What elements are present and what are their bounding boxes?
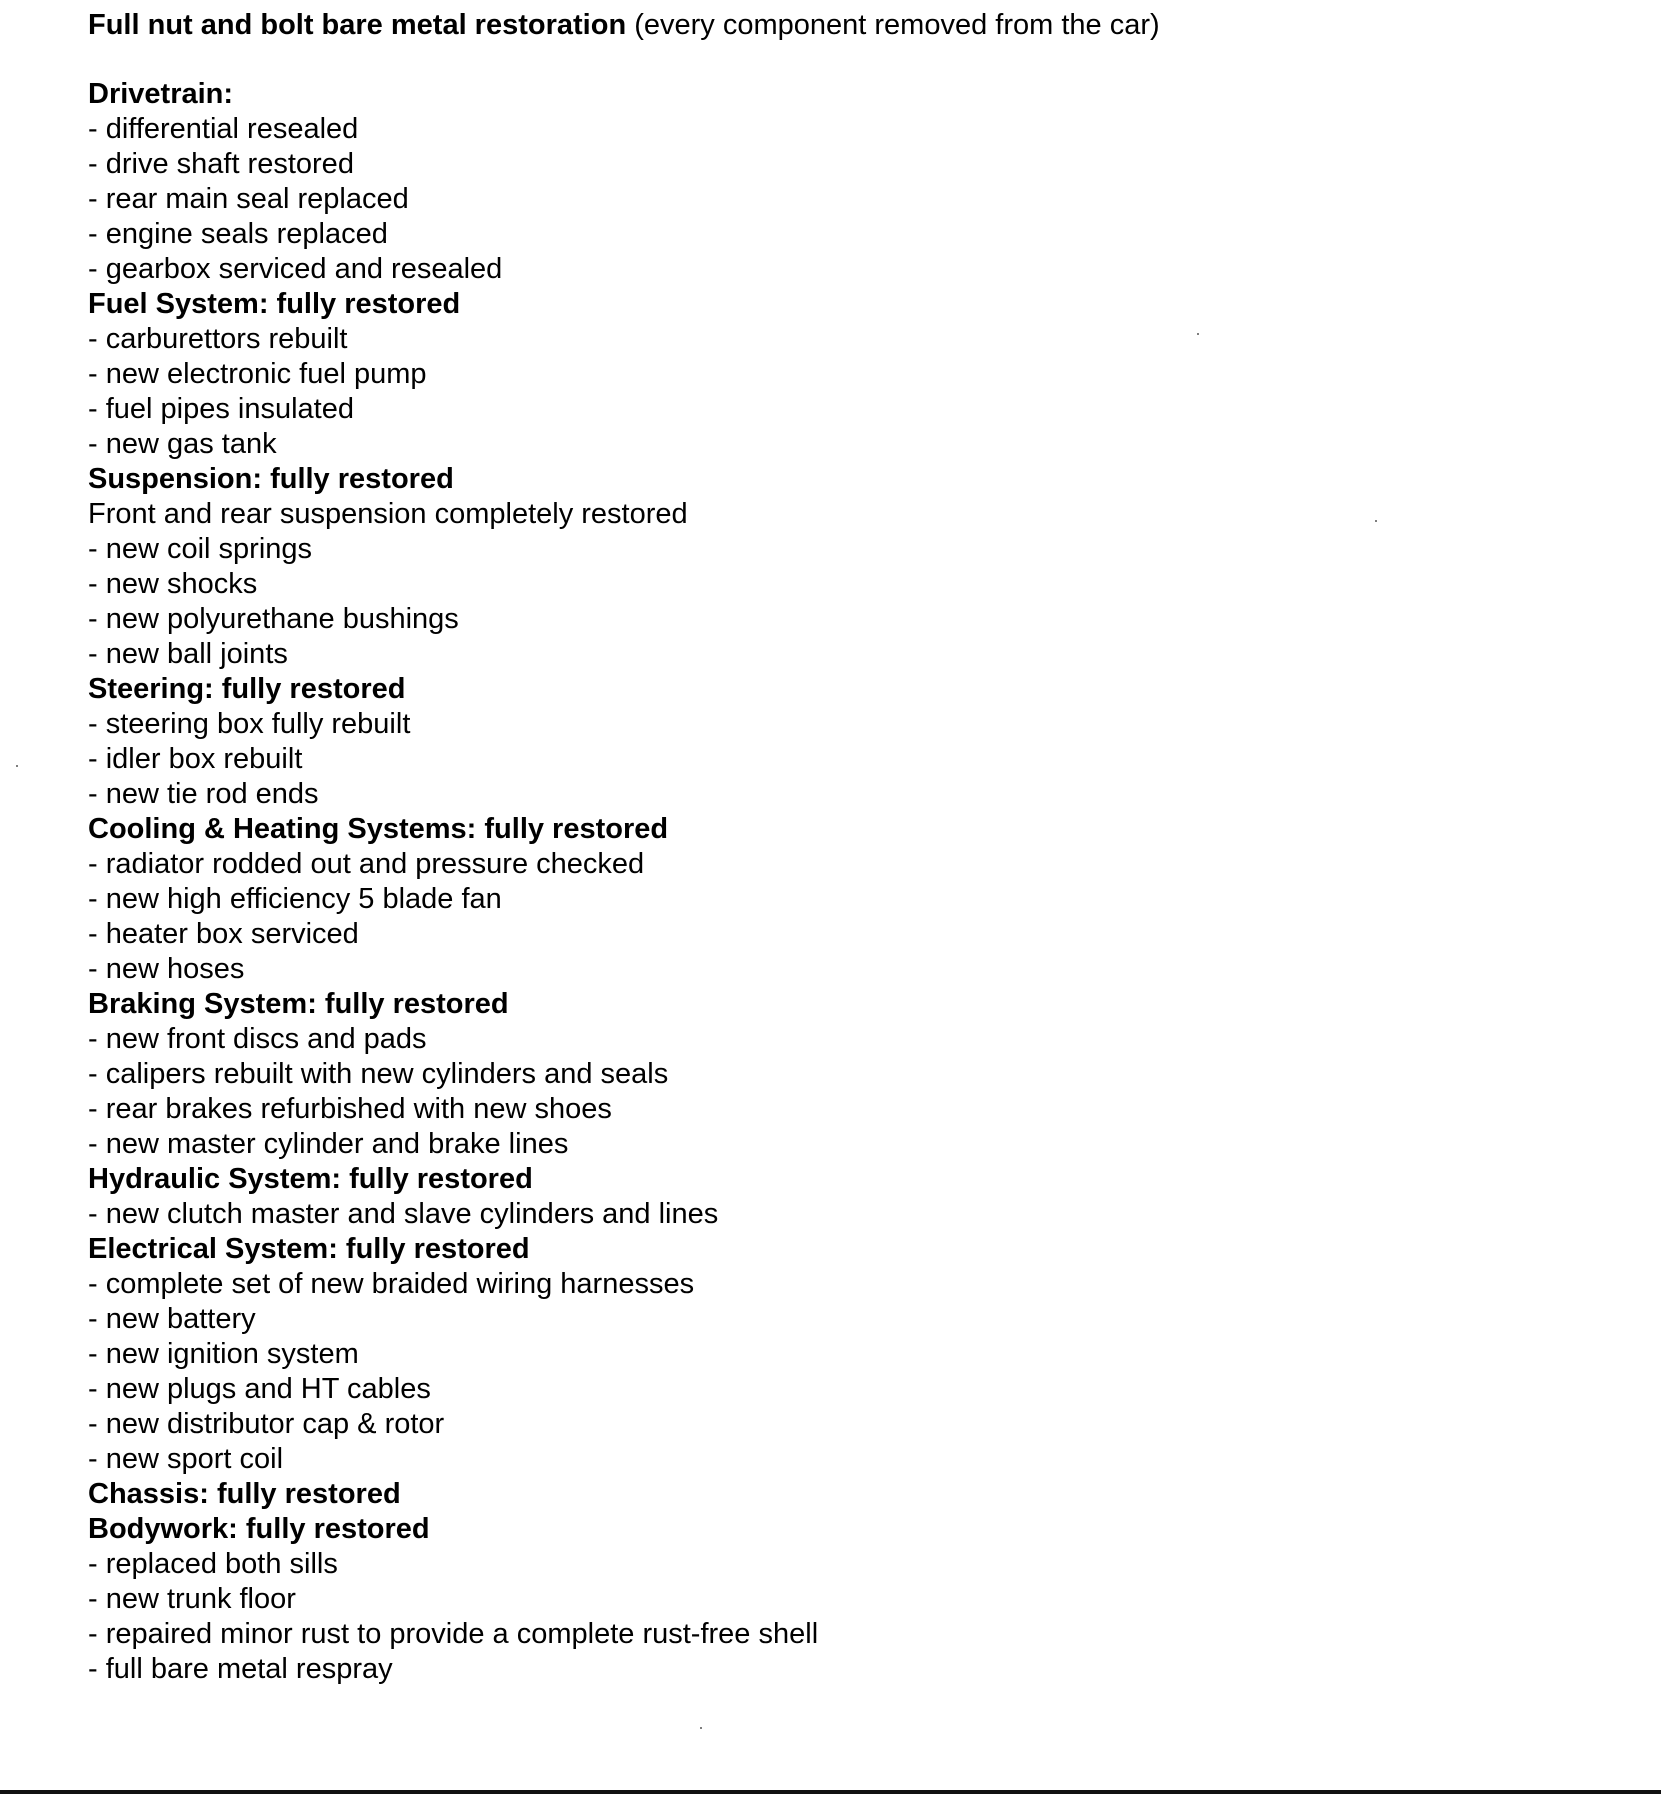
list-item: - calipers rebuilt with new cylinders and seals (88, 1058, 669, 1090)
section-heading: Steering: fully restored (88, 673, 406, 705)
list-item: - new battery (88, 1303, 256, 1335)
section-heading: Suspension: fully restored (88, 463, 454, 495)
section-heading: Fuel System: fully restored (88, 288, 461, 320)
list-item: - new distributor cap & rotor (88, 1408, 445, 1440)
list-item: - differential resealed (88, 113, 359, 145)
list-item: - complete set of new braided wiring harnesses (88, 1268, 695, 1300)
section-heading: Chassis: fully restored (88, 1478, 401, 1510)
list-item: - repaired minor rust to provide a complete rust-free shell (88, 1618, 819, 1650)
title-spacer (88, 47, 1488, 77)
list-item: - drive shaft restored (88, 148, 354, 180)
list-item: - engine seals replaced (88, 218, 388, 250)
list-item: - new polyurethane bushings (88, 603, 459, 635)
scan-bottom-edge (0, 1790, 1661, 1794)
list-item: - new tie rod ends (88, 778, 319, 810)
list-item: - new trunk floor (88, 1583, 296, 1615)
section-heading: Electrical System: fully restored (88, 1233, 530, 1265)
list-item: - new front discs and pads (88, 1023, 427, 1055)
list-item: - fuel pipes insulated (88, 393, 354, 425)
list-item: - steering box fully rebuilt (88, 708, 411, 740)
section-heading: Drivetrain: (88, 78, 234, 110)
list-item: Front and rear suspension completely restored (88, 498, 688, 530)
list-item: - full bare metal respray (88, 1653, 393, 1685)
list-item: - new shocks (88, 568, 258, 600)
scan-speck (700, 1727, 702, 1729)
title-bold-text: Full nut and bolt bare metal restoration (88, 9, 627, 41)
list-item: - gearbox serviced and resealed (88, 253, 503, 285)
list-item: - new plugs and HT cables (88, 1373, 431, 1405)
list-item: - new high efficiency 5 blade fan (88, 883, 502, 915)
document-title (88, 3, 1488, 47)
scan-speck (1197, 333, 1199, 335)
list-item: - new electronic fuel pump (88, 358, 427, 390)
list-item: - heater box serviced (88, 918, 359, 950)
list-item: - replaced both sills (88, 1548, 338, 1580)
section-heading: Bodywork: fully restored (88, 1513, 430, 1545)
scan-speck (16, 765, 18, 767)
section-heading: Hydraulic System: fully restored (88, 1163, 533, 1195)
list-item: - new gas tank (88, 428, 277, 460)
title-rest-text: (every component removed from the car) (626, 9, 1160, 41)
list-item: - new ignition system (88, 1338, 359, 1370)
list-item: - carburettors rebuilt (88, 323, 348, 355)
list-item: - new ball joints (88, 638, 288, 670)
list-item: - rear main seal replaced (88, 183, 409, 215)
list-item: - idler box rebuilt (88, 743, 303, 775)
list-item: - new hoses (88, 953, 245, 985)
list-item: - radiator rodded out and pressure checked (88, 848, 645, 880)
list-item: - new clutch master and slave cylinders and lines (88, 1198, 719, 1230)
list-item: - rear brakes refurbished with new shoes (88, 1093, 612, 1125)
list-item: - new master cylinder and brake lines (88, 1128, 569, 1160)
section-heading: Braking System: fully restored (88, 988, 509, 1020)
scan-speck (1375, 520, 1377, 522)
list-item: - new coil springs (88, 533, 313, 565)
list-item: - new sport coil (88, 1443, 284, 1475)
document-page (88, 3, 1488, 1687)
section-heading: Cooling & Heating Systems: fully restored (88, 813, 669, 845)
restoration-sections (88, 77, 1488, 1687)
